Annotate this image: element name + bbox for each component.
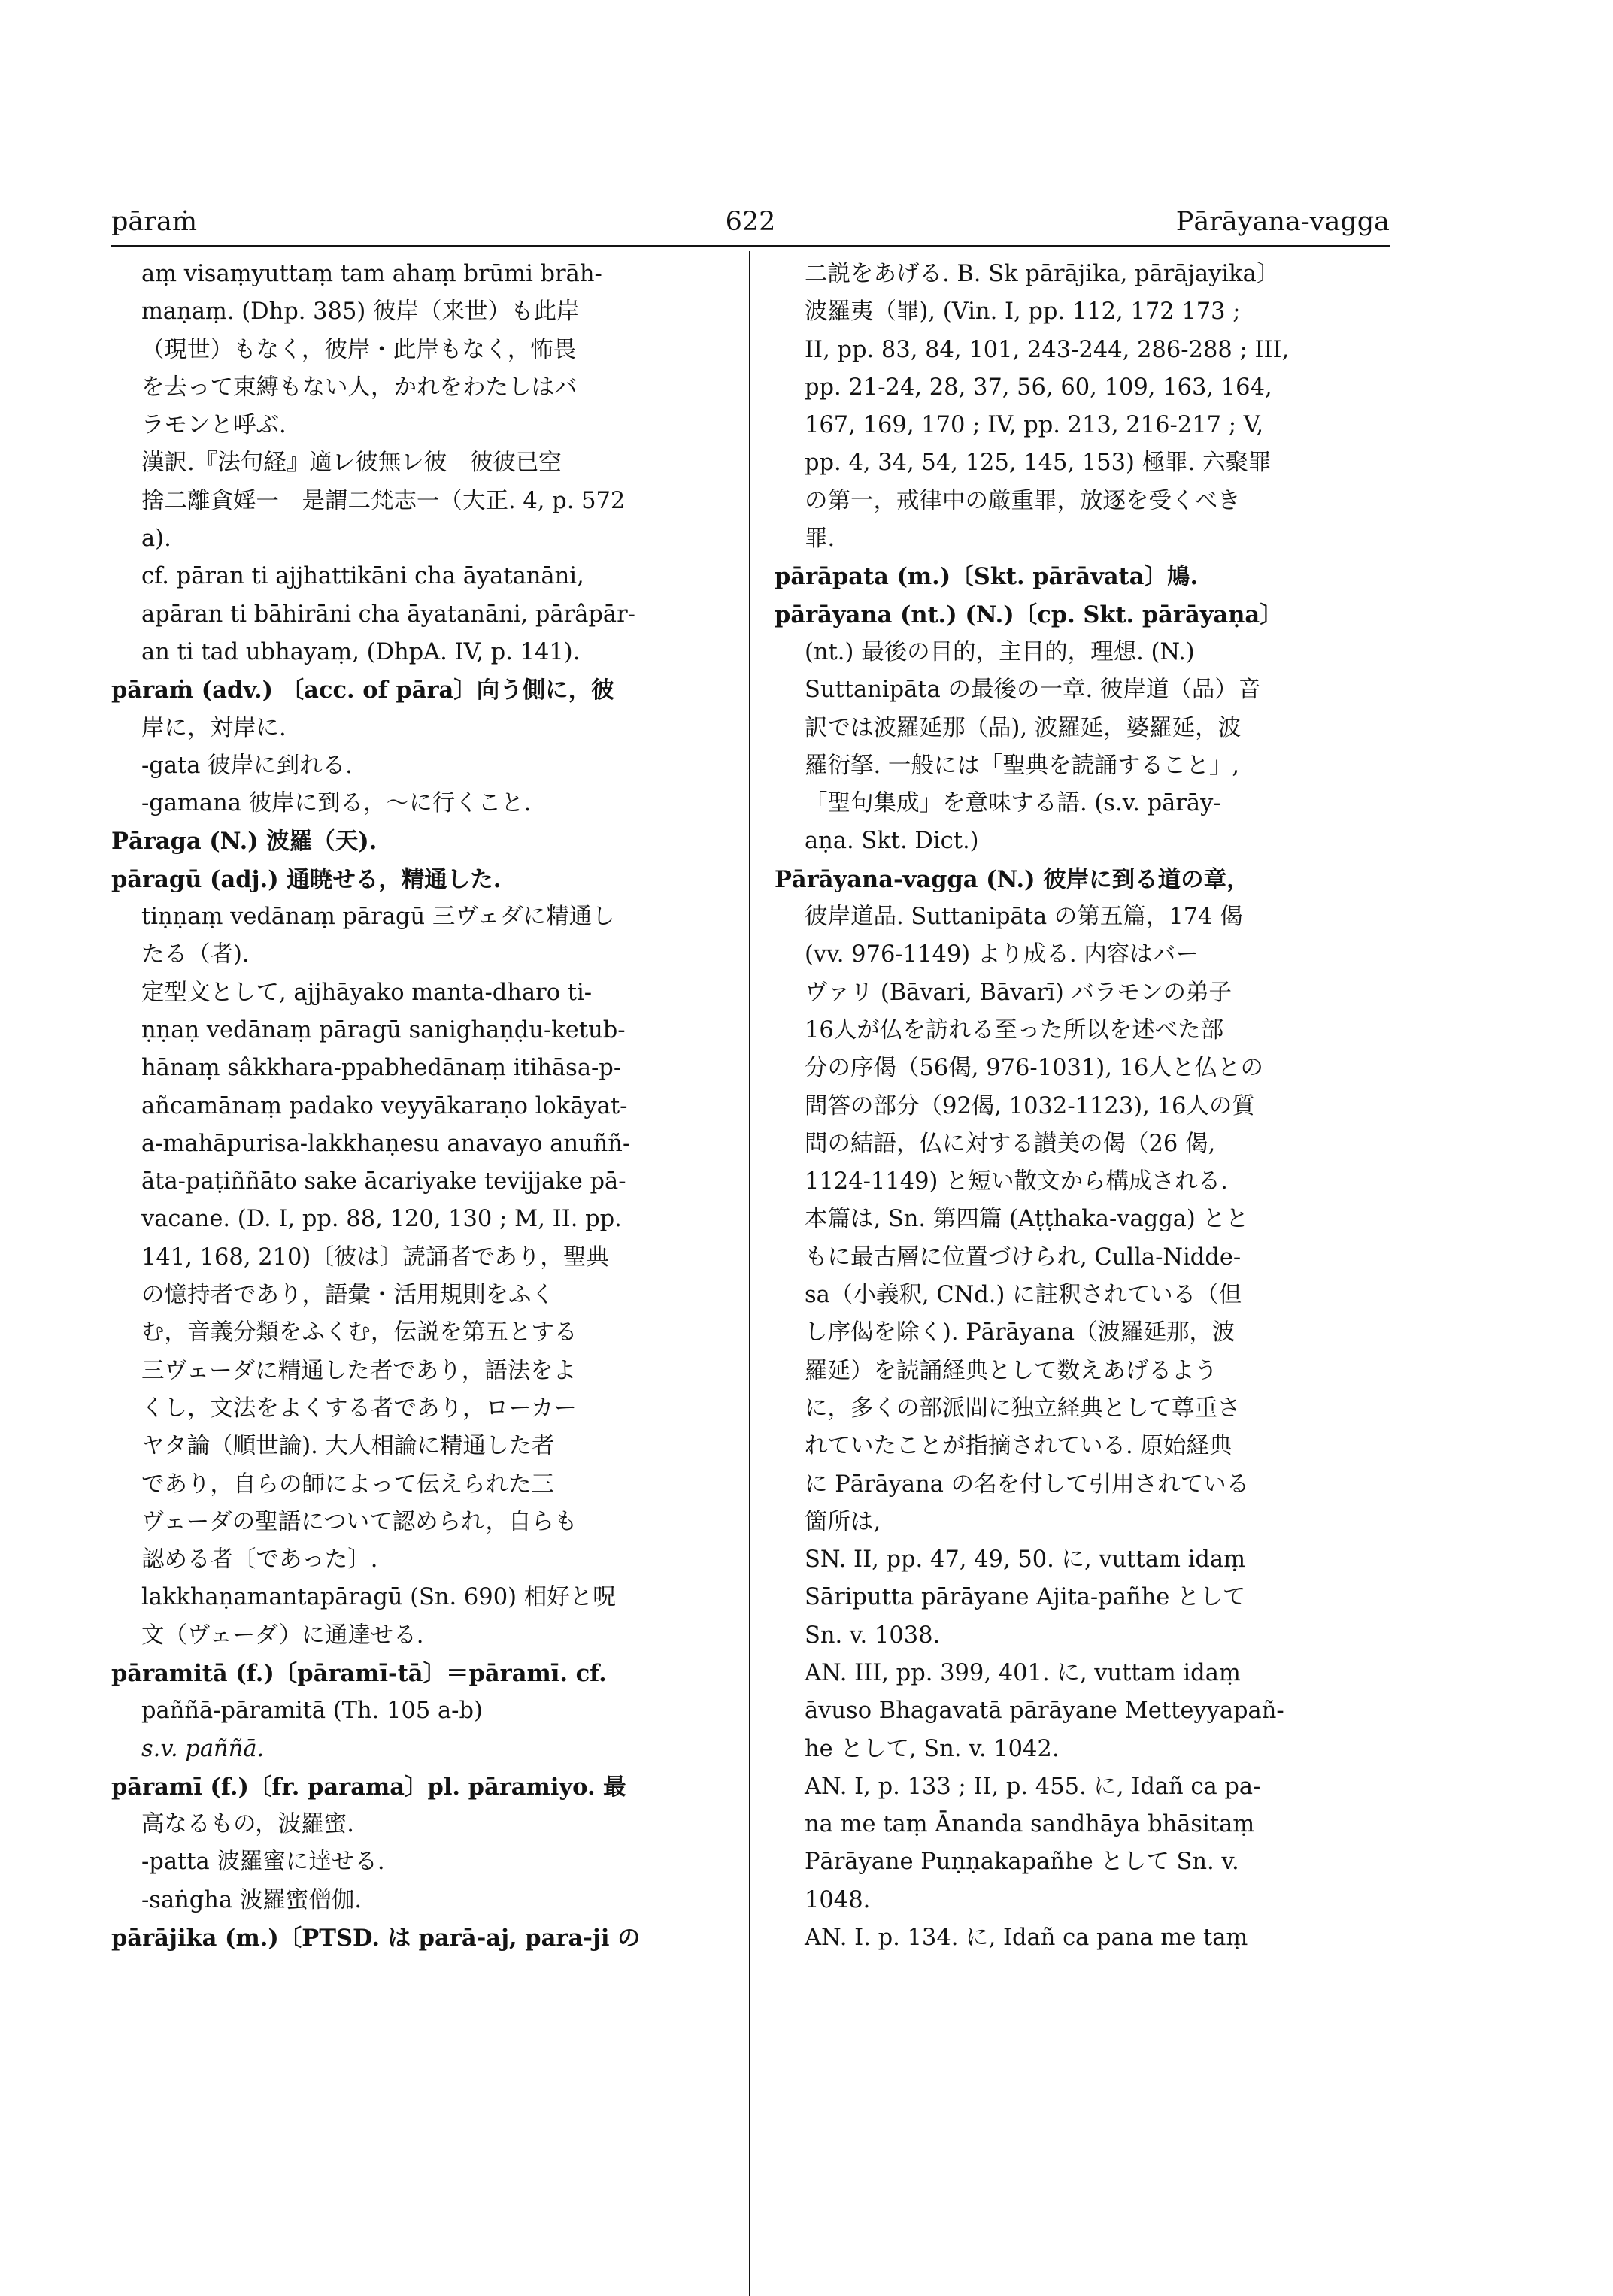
- text-line: SN. II, pp. 47, 49, 50. に, vuttam idaṃ: [805, 1546, 1246, 1574]
- text-line: ヴァリ (Bāvari, Bāvarī) バラモンの弟子: [805, 979, 1232, 1006]
- text-line: an ti tad ubhayaṃ, (DhpA. IV, p. 141).: [141, 638, 581, 665]
- text-line: もに最古層に位置づけられ, Culla-Nidde-: [805, 1243, 1242, 1271]
- text-line: む，音義分類をふくむ，伝説を第五とする: [141, 1319, 578, 1346]
- text-line: 文（ヴェーダ）に通達せる.: [141, 1622, 424, 1649]
- entry-headword-line: pāramitā (f.)〔pāramī-tā〕＝pāramī. cf.: [111, 1659, 607, 1687]
- text-line: れていたことが指摘されている. 原始経典: [805, 1433, 1232, 1460]
- text-line: 分の序偈（56偈, 976-1031), 16人と仏との: [805, 1055, 1263, 1082]
- right-column: [775, 256, 1391, 1957]
- text-line: 羅延）を読誦経典として数えあげるよう: [805, 1357, 1217, 1384]
- text-line: āvuso Bhagavatā pārāyane Metteyyapañ-: [805, 1698, 1284, 1725]
- text-line: Sāriputta pārāyane Ajita-pañhe として: [805, 1584, 1246, 1611]
- text-line: 141, 168, 210)〔彼は〕読誦者であり，聖典: [141, 1243, 609, 1271]
- text-line: であり，自らの師によって伝えられた三: [141, 1471, 554, 1498]
- page-number: 622: [725, 207, 776, 237]
- text-line: し序偈を除く). Pārāyana（波羅延那，波: [805, 1319, 1236, 1346]
- text-line: Sn. v. 1038.: [805, 1622, 941, 1649]
- text-line: 認める者〔であった〕.: [141, 1546, 378, 1574]
- text-line: sa（小義釈, CNd.) に註釈されている（但: [805, 1282, 1242, 1309]
- text-line: añcamānaṃ padako veyyākaraṇo lokāyat-: [141, 1092, 628, 1119]
- text-line: たる（者).: [141, 941, 250, 968]
- entry-headword-line: Pāraga (N.) 波羅（天).: [111, 828, 377, 856]
- text-line: cf. pāran ti ajjhattikāni cha āyatanāni,: [141, 563, 584, 590]
- text-line: 高なるもの，波羅蜜.: [141, 1811, 354, 1838]
- text-line: 167, 169, 170 ; IV, pp. 213, 216-217 ; V,: [805, 412, 1264, 439]
- text-line: aṃ visaṃyuttaṃ tam ahaṃ brūmi brāh-: [141, 261, 602, 287]
- text-line: AN. I. p. 134. に, Idañ ca pana me taṃ: [805, 1925, 1248, 1952]
- text-line: 訳では波羅延那（品), 波羅延，婆羅延，波: [805, 714, 1242, 741]
- text-line: -saṅgha 波羅蜜僧伽.: [141, 1886, 362, 1913]
- text-line: a-mahāpurisa-lakkhaṇesu anavayo anuññ-: [141, 1130, 631, 1157]
- text-line: he として, Sn. v. 1042.: [805, 1735, 1060, 1762]
- text-line: AN. III, pp. 399, 401. に, vuttam idaṃ: [805, 1659, 1241, 1686]
- entry-headword-line: pāragū (adj.) 通暁せる，精通した.: [111, 865, 502, 893]
- text-line: 岸に，対岸に.: [141, 714, 287, 741]
- text-line: tiṇṇaṃ vedānaṃ pāragū 三ヴェダに精通し: [141, 904, 615, 931]
- text-line: 波羅夷（罪), (Vin. I, pp. 112, 172 173 ;: [805, 298, 1241, 326]
- text-line: 二説をあげる. B. Sk pārājika, pārājayika〕: [805, 261, 1280, 287]
- text-line: の第一，戒律中の厳重罪，放逐を受くべき: [805, 487, 1241, 514]
- text-line: 本篇は, Sn. 第四篇 (Aṭṭhaka-vagga) とと: [805, 1206, 1249, 1233]
- text-line: āta-paṭiññāto sake ācariyake tevijjake pā-: [141, 1168, 626, 1195]
- left-column: [111, 256, 728, 1957]
- text-line: を去って束縛もない人，かれをわたしはバ: [141, 374, 578, 401]
- text-line: hānaṃ sâkkhara-ppabhedānaṃ itihāsa-p-: [141, 1055, 622, 1082]
- text-line: 定型文として, ajjhāyako manta-dharo ti-: [141, 979, 593, 1006]
- text-line: pp. 4, 34, 54, 125, 145, 153) 極罪. 六聚罪: [805, 450, 1272, 477]
- text-line: 箇所は,: [805, 1508, 881, 1535]
- text-line: 羅衍拏. 一般には「聖典を読誦すること」,: [805, 752, 1240, 779]
- entry-headword-line: pāramī (f.)〔fr. parama〕pl. pāramiyo. 最: [111, 1773, 626, 1801]
- text-line: pp. 21-24, 28, 37, 56, 60, 109, 163, 164,: [805, 374, 1272, 401]
- text-line: （現世）もなく，彼岸・此岸もなく，怖畏: [141, 336, 577, 363]
- text-line: 漢訳.『法句経』適㆑彼無㆑彼 彼彼已空: [141, 450, 562, 477]
- text-line: ṇṇaṇ vedānaṃ pāragū sanighaṇḍu-ketub-: [141, 1016, 626, 1043]
- text-line: ヤタ論（順世論). 大人相論に精通した者: [141, 1433, 555, 1460]
- text-line: に Pārāyana の名を付して引用されている: [805, 1471, 1250, 1498]
- text-line: 問答の部分（92偈, 1032-1123), 16人の質: [805, 1092, 1255, 1119]
- text-line: ヴェーダの聖語について認められ，自らも: [141, 1508, 578, 1535]
- text-line: -gamana 彼岸に到る，〜に行くこと.: [141, 790, 532, 817]
- text-line: の憶持者であり，語彙・活用規則をふく: [141, 1282, 554, 1309]
- text-line: II, pp. 83, 84, 101, 243-244, 286-288 ; III,: [805, 336, 1290, 363]
- running-head-right: Pārāyana-vagga: [1175, 207, 1390, 237]
- text-line: aṇa. Skt. Dict.): [805, 828, 979, 855]
- running-head: [111, 203, 1390, 241]
- text-line: AN. I, p. 133 ; II, p. 455. に, Idañ ca pa-: [805, 1773, 1261, 1800]
- text-line: 問の結語，仏に対する讃美の偈（26 偈,: [805, 1130, 1216, 1157]
- text-line: 彼岸道品. Suttanipāta の第五篇，174 偈: [805, 904, 1243, 931]
- entry-headword-line: pārāpata (m.)〔Skt. pārāvata〕鳩.: [775, 563, 1199, 591]
- text-line: lakkhaṇamantapāragū (Sn. 690) 相好と呪: [141, 1584, 616, 1611]
- entry-headword-line: Pārāyana-vagga (N.) 彼岸に到る道の章，: [775, 865, 1250, 893]
- text-line: Pārāyane Puṇṇakapañhe として Sn. v.: [805, 1849, 1239, 1876]
- text-line: ラモンと呼ぶ.: [141, 412, 287, 439]
- text-line: くし，文法をよくする者であり，ローカー: [141, 1395, 577, 1422]
- text-line: maṇaṃ. (Dhp. 385) 彼岸（来世）も此岸: [141, 298, 580, 326]
- text-line: 捨㆓離貪婬㆒ 是謂㆓梵志㆒（大正. 4, p. 572: [141, 487, 626, 514]
- text-line: 1048.: [805, 1886, 871, 1913]
- text-line: vacane. (D. I, pp. 88, 120, 130 ; M, II. pp.: [141, 1206, 622, 1233]
- text-line: に，多くの部派間に独立経典として尊重さ: [805, 1395, 1241, 1422]
- text-line: 「聖句集成」を意味する語. (s.v. pārāy-: [805, 790, 1221, 817]
- text-line: 三ヴェーダに精通した者であり，語法をよ: [141, 1357, 577, 1384]
- text-line: -gata 彼岸に到れる.: [141, 752, 353, 779]
- text-line: paññā-pāramitā (Th. 105 a-b): [141, 1698, 483, 1725]
- text-line: a).: [141, 526, 171, 553]
- text-line: 16人が仏を訪れる至った所以を述べた部: [805, 1016, 1224, 1043]
- text-line: (nt.) 最後の目的，主目的，理想. (N.): [805, 638, 1195, 665]
- text-line: s.v. paññā.: [141, 1735, 265, 1762]
- text-line: na me taṃ Ānanda sandhāya bhāsitaṃ: [805, 1811, 1255, 1838]
- entry-headword-line: pāraṁ (adv.) 〔acc. of pāra〕向う側に，彼: [111, 677, 614, 704]
- column-divider: [749, 251, 750, 2296]
- header-rule: [111, 245, 1390, 247]
- text-line: (vv. 976-1149) より成る. 内容はバー: [805, 941, 1199, 968]
- text-line: apāran ti bāhirāni cha āyatanāni, pārâpār-: [141, 601, 635, 628]
- entry-headword-line: pārāyana (nt.) (N.)〔cp. Skt. pārāyaṇa〕: [775, 601, 1283, 629]
- entry-headword-line: pārājika (m.)〔PTSD. は parā-aj, para-ji の: [111, 1925, 641, 1952]
- text-line: 1124-1149) と短い散文から構成される.: [805, 1168, 1228, 1195]
- text-line: Suttanipāta の最後の一章. 彼岸道（品）音: [805, 677, 1261, 704]
- text-line: -patta 波羅蜜に達せる.: [141, 1849, 385, 1876]
- text-line: 罪.: [805, 526, 835, 553]
- running-head-left: pāraṁ: [111, 207, 198, 237]
